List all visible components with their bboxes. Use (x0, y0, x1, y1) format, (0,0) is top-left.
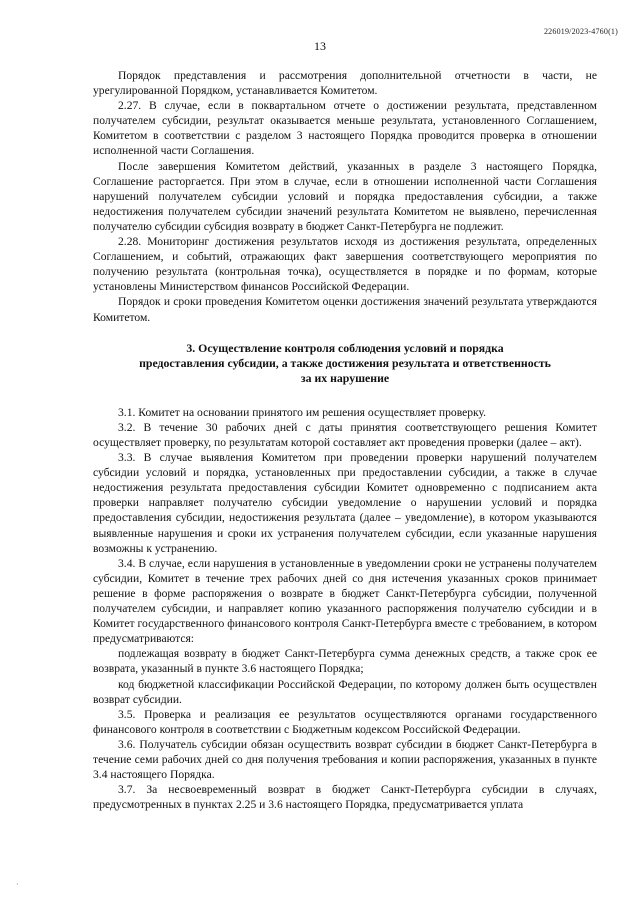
paragraph: После завершения Комитетом действий, указанных в разделе 3 настоящего Порядка, Соглашение расторгается. При этом в случае, если в отношении исполненной части Соглашения нарушений получателем субсидии условий и порядка предоставления субсидии, а также недостижения получателем субсидии значений результата Комитетом не выявлено, перечисленная получателю субсидии субсидия возврату в бюджет Санкт-Петербурга не подлежит. (93, 159, 597, 233)
document-body (93, 68, 597, 812)
section-heading-line: за их нарушение (300, 371, 390, 386)
paragraph: 3.4. В случае, если нарушения в установленные в уведомлении сроки не устранены получателем субсидии, Комитет в течение трех рабочих дней со дня истечения указанных сроков принимает решение в форме распоряжения о возврате в бюджет Санкт-Петербурга субсидии, полученной получателем субсидии, и направляет копию указанного распоряжения получателю субсидии и в Комитет государственного финансового контроля Санкт-Петербурга вместе с требованием, в котором предусматриваются: (93, 556, 597, 646)
paragraph: Порядок представления и рассмотрения дополнительной отчетности в части, не урегулированной Порядком, устанавливается Комитетом. (93, 69, 597, 98)
section-heading-line: 3. Осуществление контроля соблюдения условий и порядка (186, 340, 504, 355)
paragraph: подлежащая возврату в бюджет Санкт-Петербурга сумма денежных средств, а также срок ее возврата, указанный в пункте 3.6 настоящего Порядка; (93, 647, 597, 676)
section-heading-line: предоставления субсидии, а также достижения результата и ответственность (139, 356, 551, 370)
paragraph: 2.27. В случае, если в поквартальном отчете о достижении результата, представленном получателем субсидии, результат оказывается меньше результата, установленного Соглашением, Комитетом в соответствии с разделом 3 настоящего Порядка проводится проверка в отношении исполненной части Соглашения. (93, 99, 597, 158)
paragraph: код бюджетной классификации Российской Федерации, по которому должен быть осуществлен возврат субсидии. (93, 677, 597, 706)
paragraph: 2.28. Мониторинг достижения результатов исходя из достижения результата, определенных Соглашением, и событий, отражающих факт завершения соответствующего мероприятия по получению результата (контрольная точка), осуществляется в порядке и по формам, которые установлены Министерством финансов Российской Федерации. (93, 235, 597, 294)
section-heading (93, 341, 597, 387)
paragraph: 3.5. Проверка и реализация ее результатов осуществляются органами государственного финансового контроля в соответствии с Бюджетным кодексом Российской Федерации. (93, 707, 597, 736)
paragraph: 3.2. В течение 30 рабочих дней с даты принятия соответствующего решения Комитет осуществляет проверку, по результатам которой составляет акт проведения проверки (далее – акт). (93, 420, 597, 449)
paragraph: 3.3. В случае выявления Комитетом при проведении проверки нарушений получателем субсидии условий и порядка, установленных при предоставлении субсидии, а также в случае недостижения результата предоставления субсидии Комитет одновременно с подписанием акта проверки направляет получателю субсидии уведомление о нарушении условий и порядка предоставления субсидии, недостижения результата (далее – уведомление), в котором указываются выявленные нарушения и сроки их устранения получателем субсидии, если указанные нарушения возможны к устранению. (93, 451, 597, 555)
document-id: 226019/2023-4760(1) (543, 27, 618, 36)
paragraph: Порядок и сроки проведения Комитетом оценки достижения значений результата утверждаются Комитетом. (93, 295, 597, 324)
page-number: 13 (314, 39, 326, 53)
scan-mark: · (16, 880, 19, 889)
paragraph: 3.7. За несвоевременный возврат в бюджет Санкт-Петербурга субсидии в случаях, предусмотренных в пунктах 2.25 и 3.6 настоящего Порядка, предусматривается уплата (93, 783, 597, 812)
paragraph: 3.6. Получатель субсидии обязан осуществить возврат субсидии в бюджет Санкт-Петербурга в течение семи рабочих дней со дня получения требования и копии распоряжения, указанных в пункте 3.4 настоящего Порядка. (93, 737, 597, 782)
paragraph: 3.1. Комитет на основании принятого им решения осуществляет проверку. (118, 405, 487, 419)
